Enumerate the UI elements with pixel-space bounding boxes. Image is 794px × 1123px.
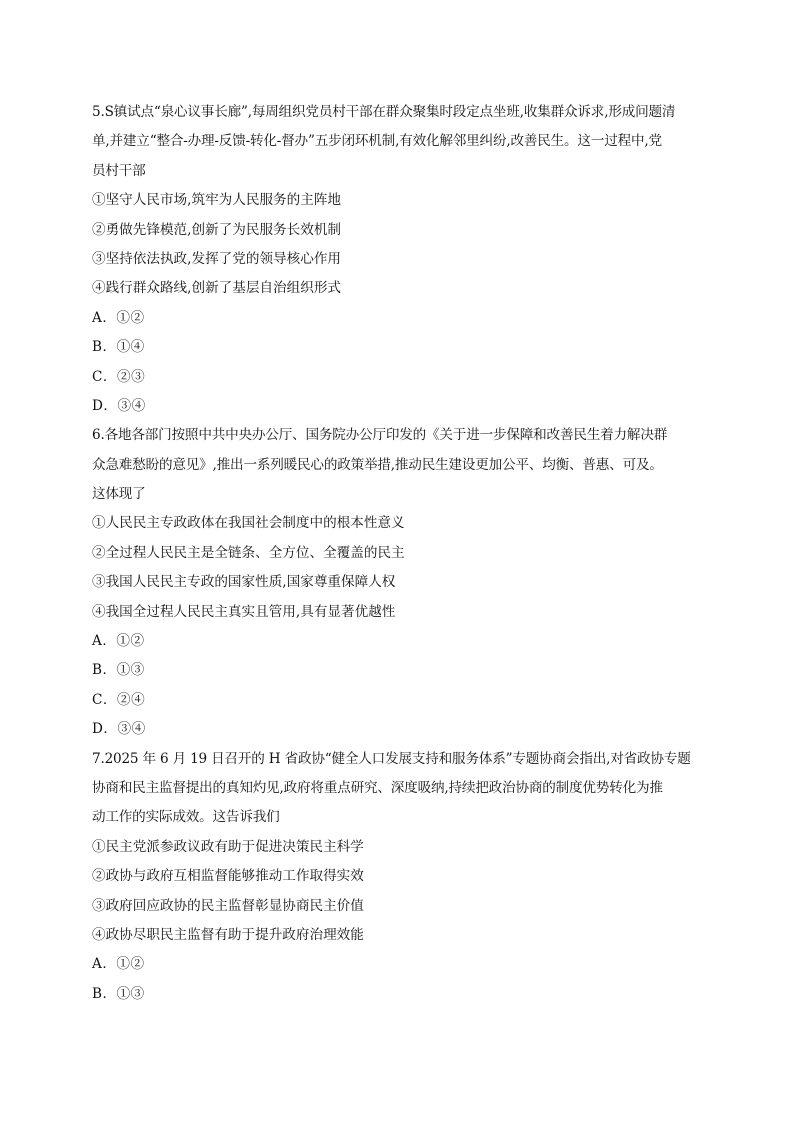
question-stem-line: 动工作的实际成效。这告诉我们	[92, 809, 280, 826]
question-stem-line: 这体现了	[92, 486, 146, 503]
question-5	[92, 98, 704, 421]
statement-item: ③政府回应政协的民主监督彰显协商民主价值	[92, 897, 364, 914]
statement-item: ②勇做先锋模范,创新了为民服务长效机制	[92, 221, 342, 238]
answer-option-d: D．③④	[92, 397, 146, 414]
answer-option-a: A．①②	[92, 633, 145, 650]
question-7	[92, 745, 704, 1010]
question-stem-line: 单,并建立“整合-办理-反馈-转化-督办”五步闭环机制,有效化解邻里纠纷,改善民生。这一过程中,党	[92, 133, 662, 150]
statement-item: ②政协与政府互相监督能够推动工作取得实效	[92, 868, 364, 885]
answer-option-c: C．②④	[92, 691, 146, 708]
answer-option-d: D．③④	[92, 721, 146, 738]
statement-item: ③坚持依法执政,发挥了党的领导核心作用	[92, 250, 342, 267]
question-list	[92, 98, 704, 1009]
statement-item: ③我国人民民主专政的国家性质,国家尊重保障人权	[92, 574, 396, 591]
question-6	[92, 421, 704, 744]
statement-item: ①坚守人民市场,筑牢为人民服务的主阵地	[92, 192, 342, 209]
answer-option-a: A．①②	[92, 309, 145, 326]
answer-option-b: B．①④	[92, 339, 145, 356]
question-stem-line: 员村干部	[92, 162, 146, 179]
answer-option-b: B．①③	[92, 985, 145, 1002]
statement-item: ④我国全过程人民民主真实且管用,具有显著优越性	[92, 603, 396, 620]
answer-option-c: C．②③	[92, 368, 146, 385]
question-stem-line: 7.2025 年 6 月 19 日召开的 H 省政协“健全人口发展支持和服务体系”专题协商会指出,对省政协专题	[92, 750, 691, 767]
answer-option-a: A．①②	[92, 956, 145, 973]
question-stem-line: 6.各地各部门按照中共中央办公厅、国务院办公厅印发的《关于进一步保障和改善民生着力解决群	[92, 427, 668, 444]
question-stem-line: 5.S镇试点“泉心议事长廊”,每周组织党员村干部在群众聚集时段定点坐班,收集群众诉求,形成问题清	[92, 104, 676, 120]
answer-option-b: B．①③	[92, 662, 145, 679]
statement-item: ①人民民主专政政体在我国社会制度中的根本性意义	[92, 515, 405, 532]
question-stem-line: 协商和民主监督提出的真知灼见,政府将重点研究、深度吸纳,持续把政治协商的制度优势转化为推	[92, 779, 663, 796]
statement-item: ②全过程人民民主是全链条、全方位、全覆盖的民主	[92, 544, 405, 561]
statement-item: ①民主党派参政议政有助于促进决策民主科学	[92, 838, 364, 855]
statement-item: ④政协尽职民主监督有助于提升政府治理效能	[92, 926, 364, 943]
question-stem-line: 众急难愁盼的意见》,推出一系列暖民心的政策举措,推动民生建设更加公平、均衡、普惠、可及。	[92, 456, 663, 473]
statement-item: ④践行群众路线,创新了基层自治组织形式	[92, 280, 342, 297]
